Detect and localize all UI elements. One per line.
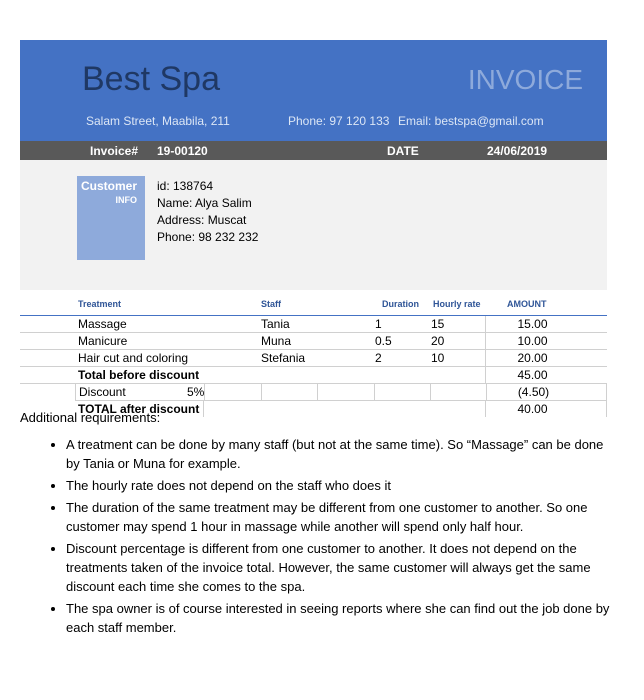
header-staff: Staff — [261, 299, 281, 309]
discount-row — [75, 384, 607, 401]
requirements-section — [20, 410, 620, 640]
table-row — [20, 316, 607, 333]
column-divider — [606, 384, 607, 400]
rate-cell: 20 — [431, 334, 445, 348]
duration-cell: 2 — [375, 351, 382, 365]
total-after-label: TOTAL after discount — [78, 402, 200, 416]
table-header — [20, 296, 607, 316]
total-before-row — [20, 367, 607, 384]
column-divider — [317, 384, 318, 400]
staff-cell: Muna — [261, 334, 292, 348]
amount-cell: 10.00 — [517, 334, 548, 348]
rate-cell: 15 — [431, 317, 445, 331]
table-row — [20, 350, 607, 367]
customer-info-box — [77, 176, 145, 260]
customer-address: Address: Muscat — [157, 213, 247, 227]
treatment-cell: Hair cut and coloring — [78, 351, 189, 365]
column-divider — [430, 384, 431, 400]
customer-id: id: 138764 — [157, 179, 214, 193]
column-divider — [374, 384, 375, 400]
company-email: Email: bestspa@gmail.com — [398, 114, 544, 128]
requirement-item: • The spa owner is of course interested in seeing reports where she can find out the job done by each staff member. — [66, 599, 620, 637]
total-after-value: 40.00 — [517, 402, 548, 416]
date-label: DATE — [387, 144, 419, 158]
customer-details — [157, 178, 258, 246]
staff-cell: Stefania — [261, 351, 306, 365]
invoice-date: 24/06/2019 — [487, 144, 548, 158]
requirements-list — [20, 435, 620, 637]
duration-cell: 1 — [375, 317, 382, 331]
customer-box-subtitle: INFO — [115, 195, 137, 205]
column-divider — [261, 384, 262, 400]
invoice-title: INVOICE — [467, 64, 583, 95]
invoice-header — [20, 40, 607, 141]
table-row — [20, 333, 607, 350]
column-divider — [485, 333, 486, 349]
total-before-value: 45.00 — [517, 368, 548, 382]
total-before-label: Total before discount — [78, 368, 200, 382]
amount-cell: 15.00 — [517, 317, 548, 331]
header-duration: Duration — [382, 299, 419, 309]
header-hourly-rate: Hourly rate — [433, 299, 481, 309]
staff-cell: Tania — [261, 317, 290, 331]
column-divider — [486, 384, 487, 400]
requirements-title: Additional requirements: — [20, 410, 161, 425]
column-divider — [204, 384, 205, 400]
company-address: Salam Street, Maabila, 211 — [86, 114, 230, 128]
requirement-item: • The hourly rate does not depend on the staff who does it — [66, 476, 620, 495]
customer-name: Name: Alya Salim — [157, 196, 252, 210]
discount-label: Discount — [79, 385, 126, 399]
rate-cell: 10 — [431, 351, 445, 365]
customer-box-title: Customer — [81, 179, 138, 193]
duration-cell: 0.5 — [375, 334, 392, 348]
amount-cell: 20.00 — [517, 351, 548, 365]
invoice-info-bar — [20, 141, 607, 160]
header-treatment: Treatment — [78, 299, 122, 309]
requirement-item: • A treatment can be done by many staff (but not at the same time). So “Massage” can be done by Tania or Muna for example. — [66, 435, 620, 473]
discount-percent: 5% — [187, 385, 205, 399]
requirement-item: • The duration of the same treatment may be different from one customer to another. So one customer may spend 1 hour in massage while another will spend only half hour. — [66, 498, 620, 536]
treatment-cell: Massage — [78, 317, 127, 331]
column-divider — [485, 316, 486, 332]
invoice-number: 19-00120 — [157, 144, 208, 158]
invoice — [20, 40, 607, 417]
discount-value: (4.50) — [517, 385, 550, 399]
column-divider — [485, 367, 486, 383]
customer-phone: Phone: 98 232 232 — [157, 230, 259, 244]
customer-section — [20, 160, 607, 290]
column-divider — [485, 350, 486, 366]
header-amount: AMOUNT — [507, 299, 547, 309]
requirement-item: • Discount percentage is different from one customer to another. It does not depend on the treatments taken of the invoice total. However, the same customer will always get the same discount each time she comes to the spa. — [66, 539, 620, 596]
company-phone: Phone: 97 120 133 — [288, 114, 390, 128]
invoice-number-label: Invoice# — [90, 144, 139, 158]
company-name: Best Spa — [82, 60, 220, 98]
treatment-cell: Manicure — [78, 334, 128, 348]
items-table — [20, 296, 607, 417]
